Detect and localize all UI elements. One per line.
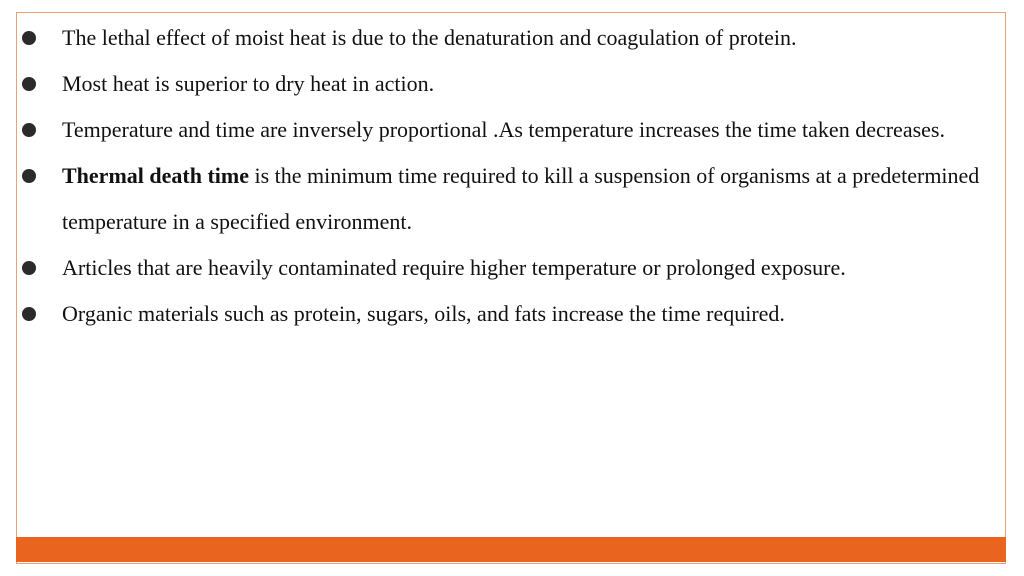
bullet-text: The lethal effect of moist heat is due to the denaturation and coagulation of protein. — [62, 25, 797, 50]
bullet-dot-icon — [22, 77, 36, 91]
bullet-item — [0, 291, 1000, 337]
bullet-item — [0, 61, 1000, 107]
bullet-dot-icon — [22, 169, 36, 183]
bullet-item — [0, 15, 1000, 61]
bullet-item — [0, 107, 1000, 153]
bullet-list — [0, 15, 1000, 337]
bullet-item — [0, 245, 1000, 291]
bullet-text: Temperature and time are inversely proportional .As temperature increases the time taken decreases. — [62, 117, 945, 142]
bullet-text: is the minimum time required to kill a suspension of organisms at a predetermined temperature in a specified environment. — [62, 163, 980, 234]
bullet-dot-icon — [22, 123, 36, 137]
footer-accent-bar — [16, 537, 1006, 562]
bullet-item — [0, 153, 1000, 245]
bullet-text: Articles that are heavily contaminated require higher temperature or prolonged exposure. — [62, 255, 846, 280]
bullet-term: Thermal death time — [62, 163, 249, 188]
bullet-dot-icon — [22, 307, 36, 321]
bullet-text: Organic materials such as protein, sugars, oils, and fats increase the time required. — [62, 301, 785, 326]
bullet-text: Most heat is superior to dry heat in action. — [62, 71, 435, 96]
bullet-dot-icon — [22, 261, 36, 275]
bullet-dot-icon — [22, 31, 36, 45]
